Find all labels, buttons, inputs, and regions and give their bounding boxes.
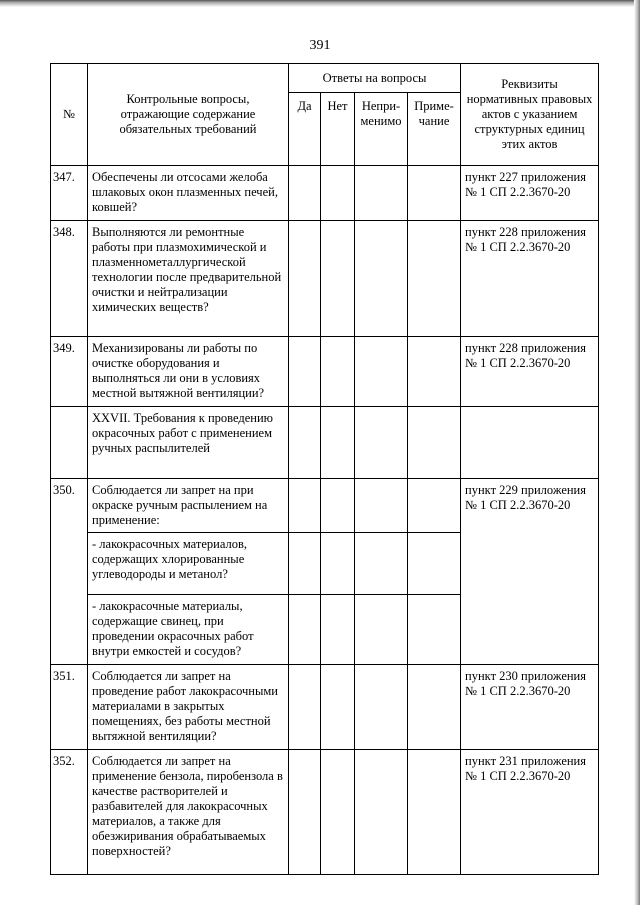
answer-no-cell <box>321 479 355 533</box>
table-row <box>51 166 599 221</box>
answer-na-cell <box>355 595 408 665</box>
header-not-applicable: Непри-менимо <box>355 93 408 166</box>
answer-na-cell <box>355 166 408 221</box>
answer-yes-cell <box>289 595 321 665</box>
section-row <box>51 407 599 479</box>
row-question: Механизированы ли работы по очистке оборудования и выполняться ли они в условиях местной вытяжной вентиляции? <box>88 337 289 407</box>
page-number: 391 <box>309 38 331 53</box>
answer-no-cell <box>321 166 355 221</box>
table-row <box>51 221 599 337</box>
row-number: 349. <box>51 337 88 407</box>
header-yes: Да <box>289 93 321 166</box>
checklist-table <box>50 63 599 875</box>
answer-yes-cell <box>289 533 321 595</box>
row-requisites: пункт 230 приложения № 1 СП 2.2.3670-20 <box>461 665 599 750</box>
answer-note-cell <box>408 407 461 479</box>
scan-edge-top <box>0 0 640 7</box>
answer-yes-cell <box>289 407 321 479</box>
table-row <box>51 337 599 407</box>
answer-no-cell <box>321 665 355 750</box>
row-question: Соблюдается ли запрет на применение бензола, пиробензола в качестве растворителей и разбавителей для лакокрасочных материалов, а также для обезжиривания обрабатываемых поверхностей? <box>88 750 289 875</box>
answer-note-cell <box>408 166 461 221</box>
answer-note-cell <box>408 533 461 595</box>
row-requisites: пункт 229 приложения № 1 СП 2.2.3670-20 <box>461 479 599 665</box>
row-number: 347. <box>51 166 88 221</box>
table-row <box>51 750 599 875</box>
answer-na-cell <box>355 665 408 750</box>
section-number-cell <box>51 407 88 479</box>
header-note: Приме-чание <box>408 93 461 166</box>
table-row <box>51 665 599 750</box>
answer-na-cell <box>355 337 408 407</box>
row-question: Соблюдается ли запрет на при окраске ручным распылением на применение: <box>88 479 289 533</box>
header-num: № <box>51 64 88 166</box>
answer-no-cell <box>321 221 355 337</box>
answer-na-cell <box>355 407 408 479</box>
row-question: Соблюдается ли запрет на проведение работ лакокрасочными материалами в закрытых помещениях, без работы местной вытяжной вентиляции? <box>88 665 289 750</box>
answer-na-cell <box>355 533 408 595</box>
row-requisites: пункт 228 приложения № 1 СП 2.2.3670-20 <box>461 337 599 407</box>
header-requisites: Реквизиты нормативных правовых актов с указанием структурных единиц этих актов <box>461 64 599 166</box>
section-title: XXVII. Требования к проведению окрасочных работ с применением ручных распылителей <box>88 407 289 479</box>
table-row <box>51 479 599 533</box>
answer-no-cell <box>321 533 355 595</box>
row-question: - лакокрасочные материалы, содержащие свинец, при проведении окрасочных работ внутри емкостей и сосудов? <box>88 595 289 665</box>
answer-note-cell <box>408 665 461 750</box>
row-number: 352. <box>51 750 88 875</box>
row-number: 351. <box>51 665 88 750</box>
row-number: 348. <box>51 221 88 337</box>
answer-yes-cell <box>289 479 321 533</box>
answer-no-cell <box>321 750 355 875</box>
answer-yes-cell <box>289 665 321 750</box>
answer-note-cell <box>408 750 461 875</box>
row-requisites: пункт 227 приложения № 1 СП 2.2.3670-20 <box>461 166 599 221</box>
answer-yes-cell <box>289 221 321 337</box>
answer-yes-cell <box>289 166 321 221</box>
table-header <box>51 64 599 166</box>
row-number: 350. <box>51 479 88 665</box>
answer-na-cell <box>355 221 408 337</box>
answer-note-cell <box>408 221 461 337</box>
answer-na-cell <box>355 479 408 533</box>
answer-yes-cell <box>289 337 321 407</box>
row-question: Выполняются ли ремонтные работы при плазмохимической и плазменнометаллургической технологии после предварительной очистки и нейтрализации химических веществ? <box>88 221 289 337</box>
answer-yes-cell <box>289 750 321 875</box>
header-question: Контрольные вопросы, отражающие содержание обязательных требований <box>88 64 289 166</box>
header-answers: Ответы на вопросы <box>289 64 461 93</box>
row-requisites: пункт 228 приложения № 1 СП 2.2.3670-20 <box>461 221 599 337</box>
answer-note-cell <box>408 479 461 533</box>
header-no: Нет <box>321 93 355 166</box>
row-question: - лакокрасочных материалов, содержащих хлорированные углеводороды и метанол? <box>88 533 289 595</box>
answer-no-cell <box>321 337 355 407</box>
row-requisites: пункт 231 приложения № 1 СП 2.2.3670-20 <box>461 750 599 875</box>
row-question: Обеспечены ли отсосами желоба шлаковых окон плазменных печей, ковшей? <box>88 166 289 221</box>
answer-note-cell <box>408 595 461 665</box>
answer-no-cell <box>321 407 355 479</box>
answer-no-cell <box>321 595 355 665</box>
answer-na-cell <box>355 750 408 875</box>
answer-note-cell <box>408 337 461 407</box>
scan-edge-right <box>634 0 640 905</box>
section-requisites-cell <box>461 407 599 479</box>
